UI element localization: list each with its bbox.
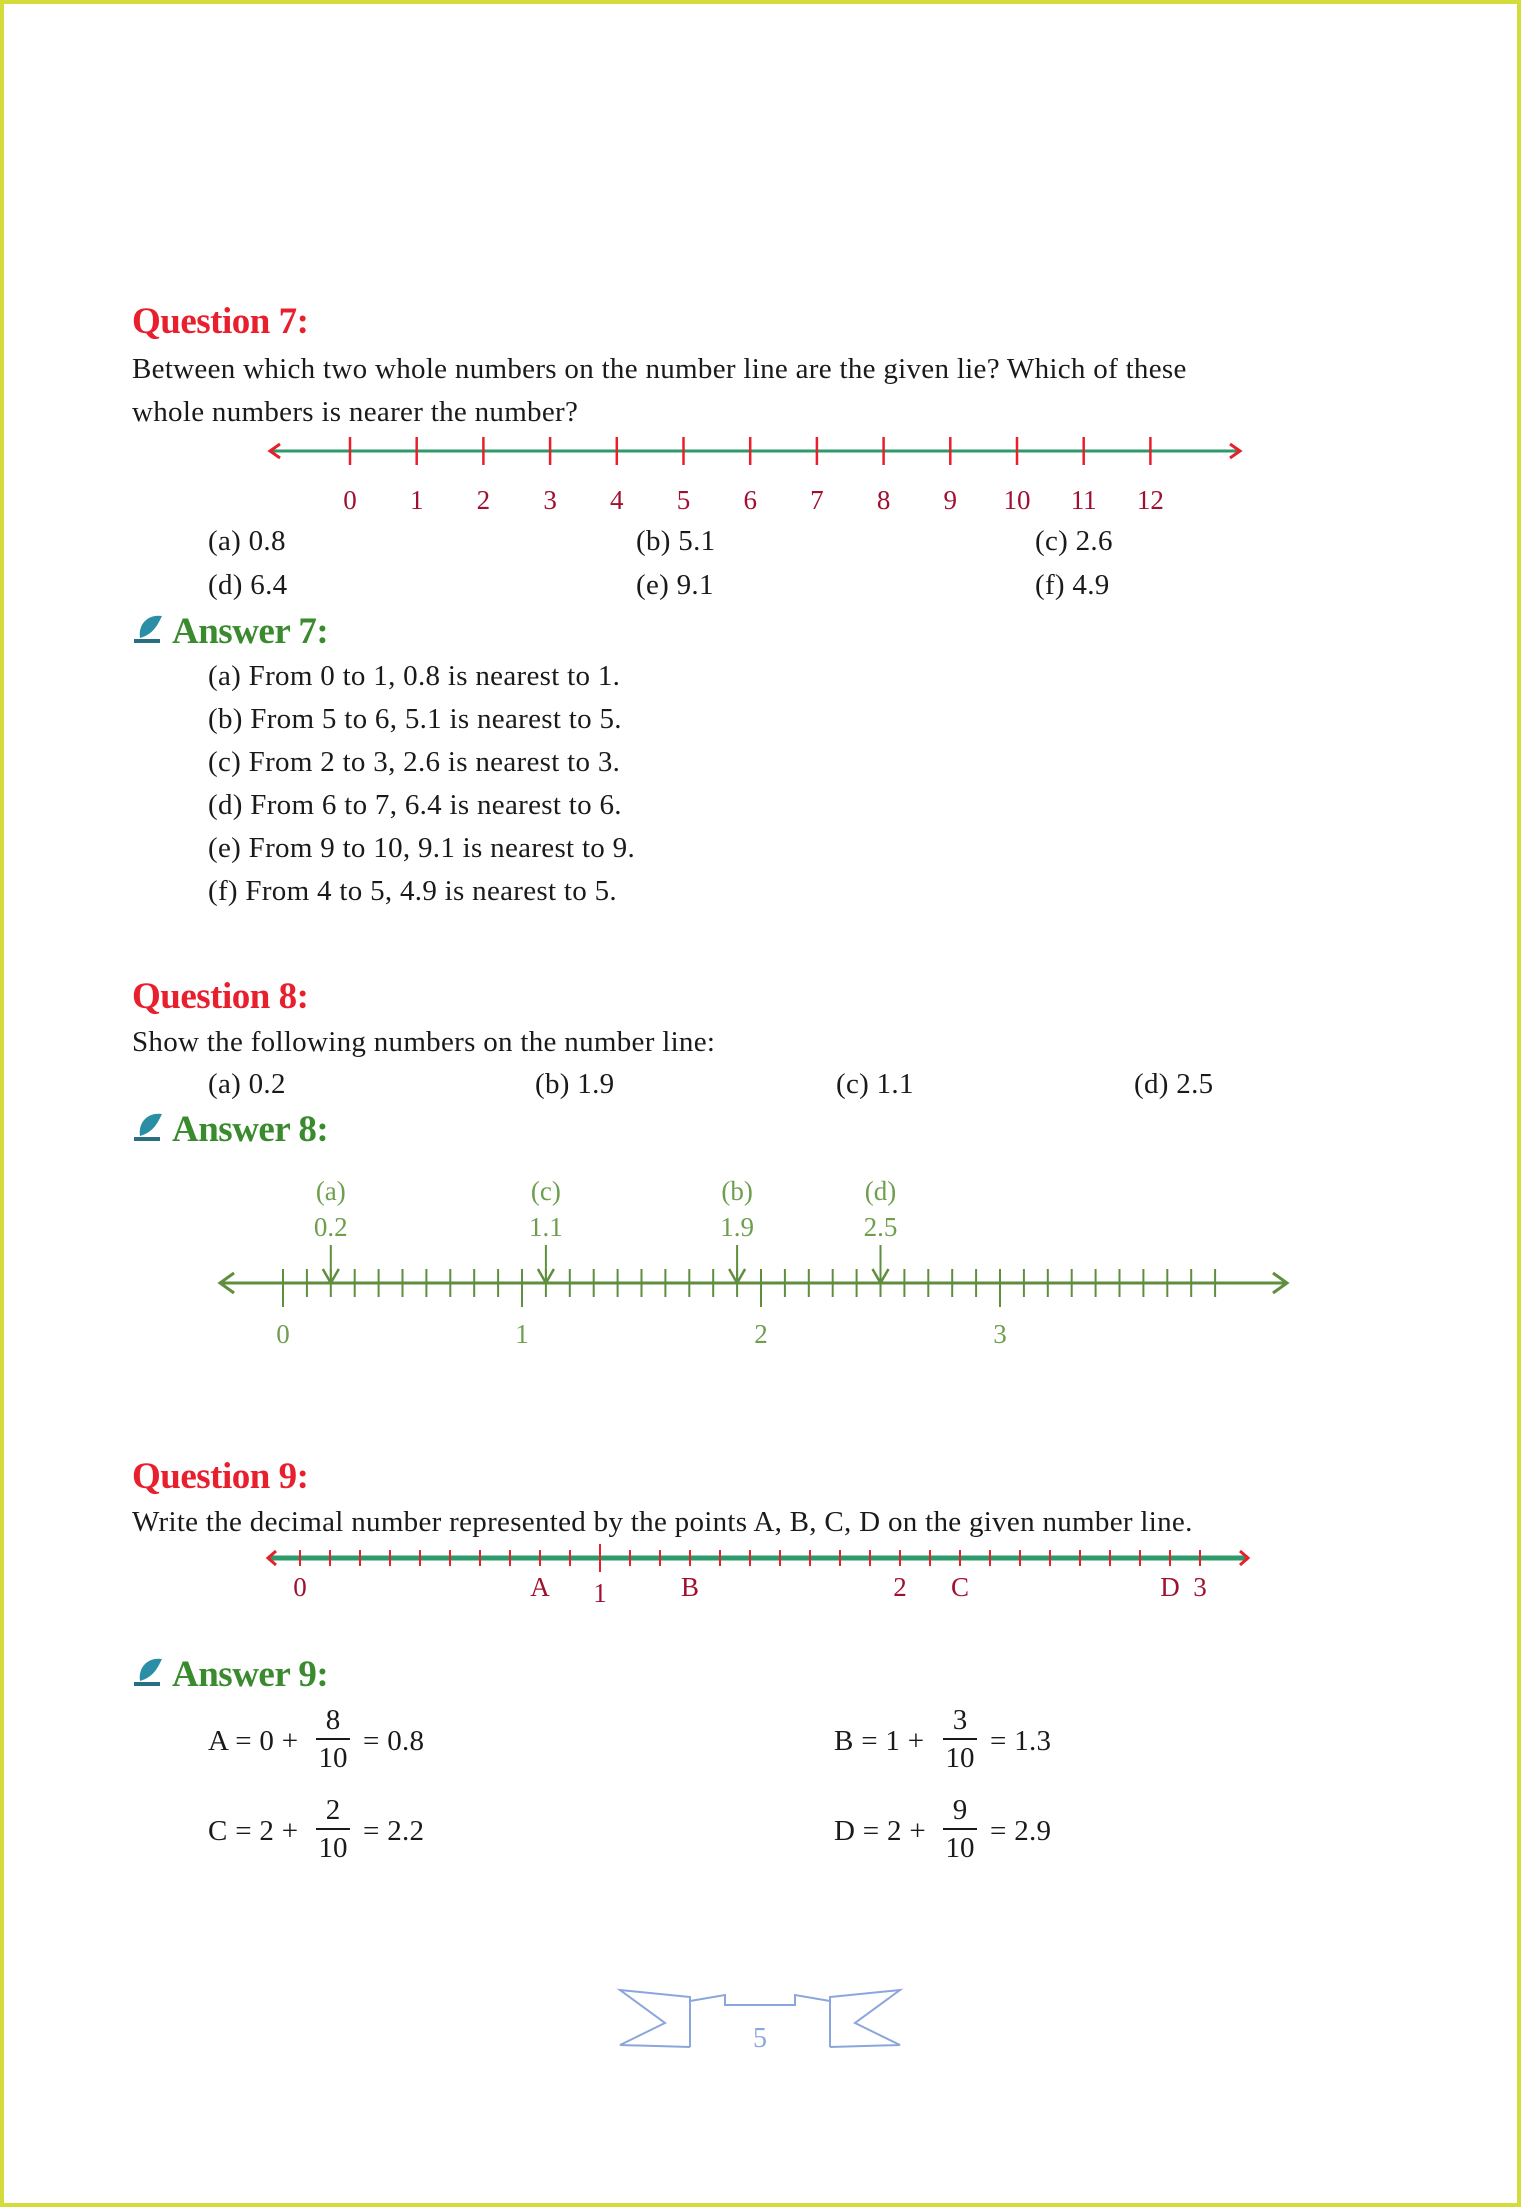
question-7-heading: Question 7: [132,301,309,342]
tick-label: 8 [876,485,891,515]
denominator: 10 [318,1832,348,1864]
point-value: 0.2 [313,1212,348,1242]
option-c: (c) 2.6 [1035,525,1113,557]
option-d: (d) 2.5 [1134,1068,1214,1100]
option-e: (e) 9.1 [636,569,714,601]
numerator: 9 [952,1794,968,1826]
answer-7-line: (b) From 5 to 6, 5.1 is nearest to 5. [208,703,622,735]
tick-label: 10 [1003,485,1031,515]
tick-label: 0 [276,1319,290,1349]
equation-lhs: C = 2 + [208,1815,299,1847]
answer-logo-icon [132,1110,166,1144]
point-tag: (a) [315,1176,346,1206]
tick-label: 2 [476,485,491,515]
point-label: C [950,1572,970,1602]
equation-result: = 0.8 [363,1725,425,1757]
option-a: (a) 0.2 [208,1068,286,1100]
fraction [943,1794,977,1864]
point-tag: (b) [721,1176,753,1206]
option-b: (b) 5.1 [636,525,716,557]
option-d: (d) 6.4 [208,569,288,601]
option-c: (c) 1.1 [836,1068,914,1100]
page-number-ribbon [615,1985,905,2065]
point-label: 3 [1193,1572,1207,1602]
answer-7-heading: Answer 7: [172,611,329,652]
point-value: 2.5 [863,1212,898,1242]
fraction [316,1704,350,1774]
point-label: 1 [593,1578,607,1608]
tick-label: 0 [343,485,357,515]
tick-label: 11 [1070,485,1097,515]
point-label: 0 [293,1572,307,1602]
answer-logo-icon [132,612,166,646]
fraction [943,1704,977,1774]
question-9-heading: Question 9: [132,1456,309,1497]
option-a: (a) 0.8 [208,525,286,557]
tick-label: 6 [743,485,757,515]
page-number: 5 [753,2023,767,2054]
tick-label: 12 [1136,485,1164,515]
option-b: (b) 1.9 [535,1068,615,1100]
point-tag: (c) [530,1176,561,1206]
answer-9-heading: Answer 9: [172,1654,329,1695]
tick-label: 3 [543,485,557,515]
point-label: B [680,1572,700,1602]
answer-7-line: (a) From 0 to 1, 0.8 is nearest to 1. [208,660,621,692]
equation-result: = 2.9 [990,1815,1052,1847]
tick-label: 2 [754,1319,768,1349]
tick-label: 5 [676,485,691,515]
denominator: 10 [945,1742,975,1774]
answer-8-heading: Answer 8: [172,1109,329,1150]
point-value: 1.1 [529,1212,563,1242]
equation-result: = 1.3 [990,1725,1052,1757]
answer-7-line: (c) From 2 to 3, 2.6 is nearest to 3. [208,746,621,778]
question-7-text: Between which two whole numbers on the number line are the given lie? Which of these [132,353,1187,385]
tick-label: 1 [515,1319,529,1349]
number-line-question-9 [260,1540,1260,1610]
numerator: 8 [325,1704,341,1736]
tick-label: 1 [409,485,424,515]
tick-label: 7 [810,485,824,515]
number-line-0-to-12 [260,425,1260,525]
option-f: (f) 4.9 [1035,569,1110,601]
point-label: 2 [893,1572,907,1602]
number-line-answer-8 [200,1170,1300,1370]
point-value: 1.9 [720,1212,754,1242]
point-label: D [1160,1572,1180,1602]
point-tag: (d) [864,1176,897,1206]
point-label: A [530,1572,550,1602]
question-8-text: Show the following numbers on the number line: [132,1026,716,1058]
answer-7-line: (d) From 6 to 7, 6.4 is nearest to 6. [208,789,622,821]
fraction [316,1794,350,1864]
question-7-text-2: whole numbers is nearer the number? [132,396,579,428]
numerator: 2 [325,1794,341,1826]
equation-result: = 2.2 [363,1815,425,1847]
answer-7-line: (e) From 9 to 10, 9.1 is nearest to 9. [208,832,636,864]
denominator: 10 [945,1832,975,1864]
equation-lhs: B = 1 + [834,1725,925,1757]
answer-logo-icon [132,1655,166,1689]
tick-label: 3 [993,1319,1007,1349]
question-8-heading: Question 8: [132,976,309,1017]
denominator: 10 [318,1742,348,1774]
answer-7-line: (f) From 4 to 5, 4.9 is nearest to 5. [208,875,617,907]
tick-label: 9 [943,485,958,515]
equation-lhs: D = 2 + [834,1815,927,1847]
question-9-text: Write the decimal number represented by the points A, B, C, D on the given number line. [132,1506,1193,1538]
equation-lhs: A = 0 + [208,1725,299,1757]
tick-label: 4 [610,485,624,515]
numerator: 3 [952,1704,968,1736]
